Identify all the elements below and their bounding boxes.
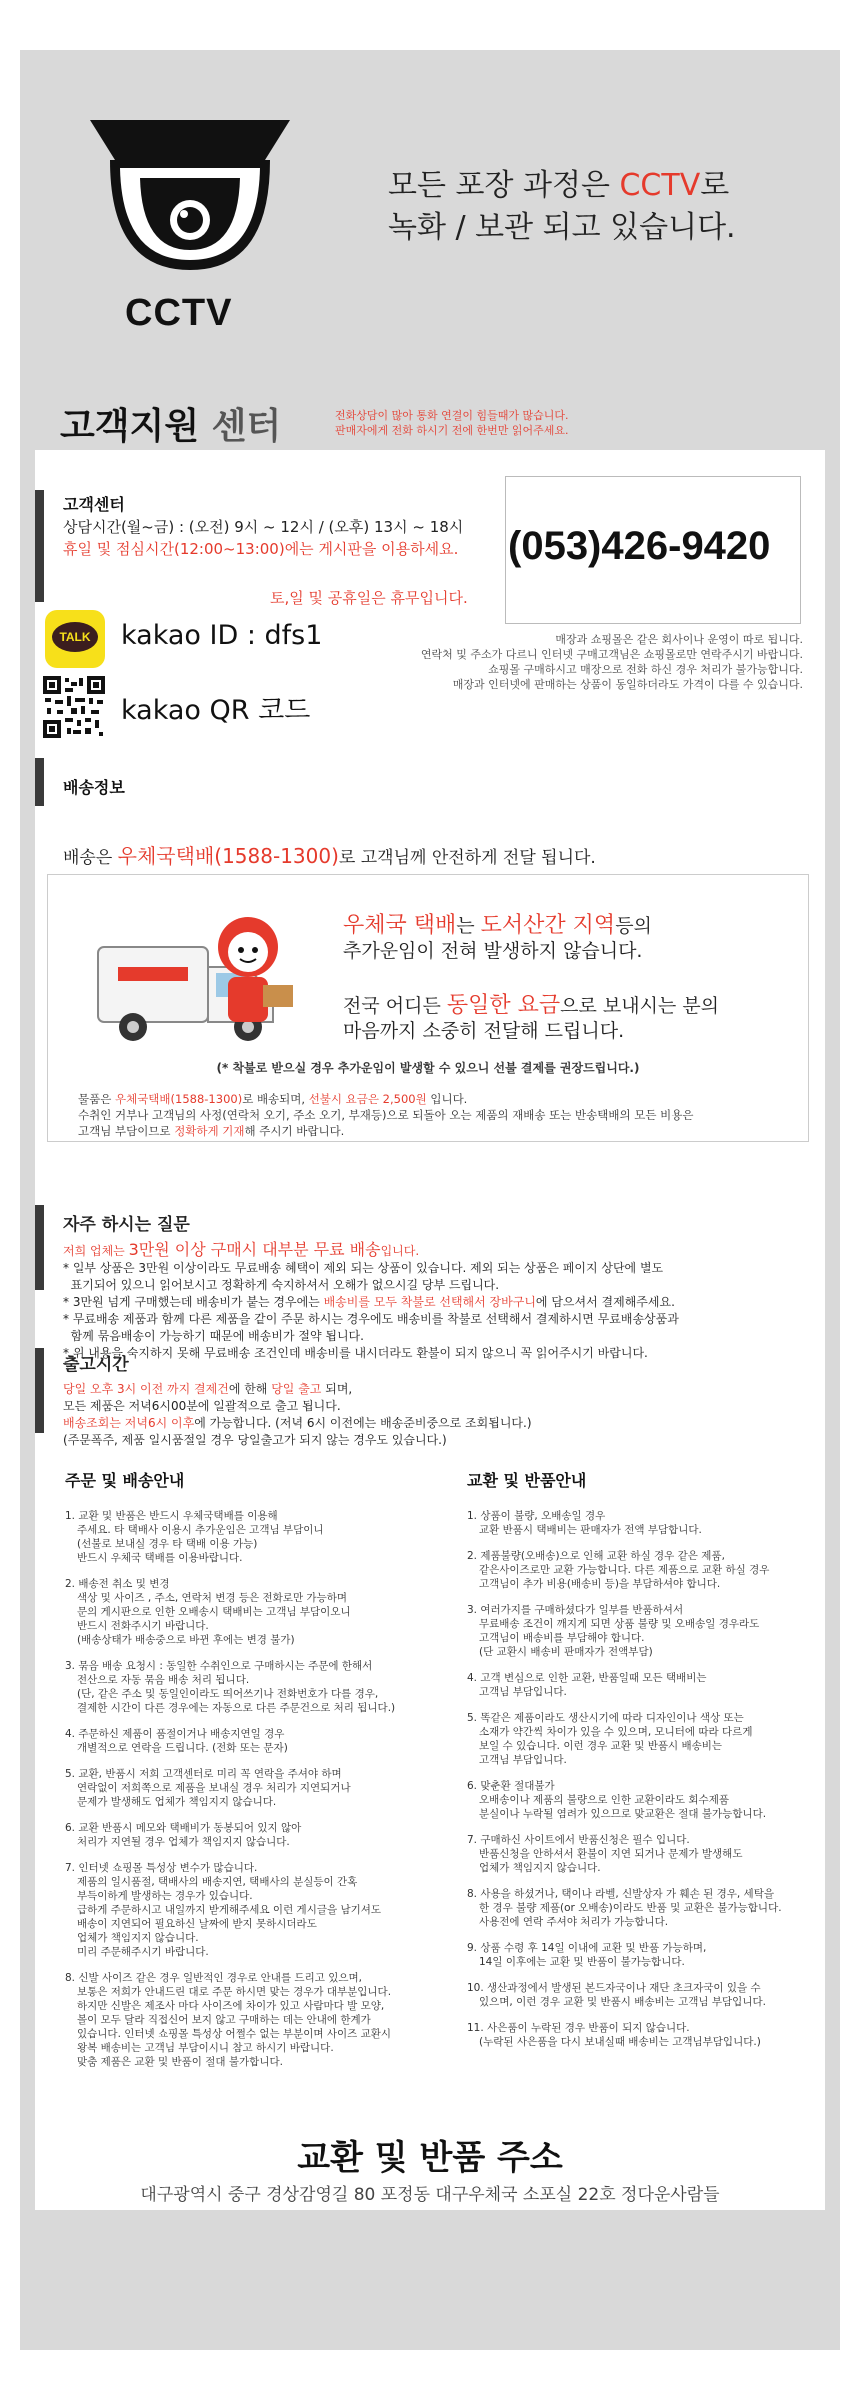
list-item-line: 고객님이 추가 비용(배송비 등)을 부담하셔야 합니다. (479, 1578, 721, 1590)
shipping-line-highlight: 우체국택배(1588-1300) (117, 844, 339, 868)
list-item-line: 업체가 책임지지 않습니다. (479, 1862, 601, 1874)
dispatch-l3-post: 에 가능합니다. (저녁 6시 이전에는 배송준비중으로 조회됩니다.) (194, 1416, 532, 1430)
section-bar (35, 1348, 44, 1433)
kakao-qr-label: kakao QR 코드 (121, 695, 311, 726)
shipping-title-1 (343, 913, 652, 964)
list-item-number: 2. 제품불량(오배송)으로 인해 교환 하실 경우 같은 제품, (467, 1550, 725, 1562)
dispatch-line (63, 1415, 815, 1432)
dispatch-title: 출고시간 (63, 1355, 129, 1375)
list-item-number: 4. 주문하신 제품이 품절이거나 배송지연일 경우 (65, 1728, 285, 1740)
faq-line (63, 1294, 815, 1311)
list-item-line: (선불로 보내실 경우 타 택배 이용 가능) (77, 1538, 258, 1550)
list-item-line: 볼이 모두 달라 직접신어 보지 않고 구매하는 데는 안내에 한계가 (77, 2014, 371, 2026)
list-item-line: 급하게 주문하시고 내일까지 받게해주세요 이런 게시글을 남기셔도 (77, 1904, 382, 1916)
list-item-line: 부득이하게 발생하는 경우가 있습니다. (77, 1890, 253, 1902)
list-item-line: 문의 게시판으로 인한 오배송시 택배비는 고객님 부담이오니 (77, 1606, 351, 1618)
faq-line: * 일부 상품은 3만원 이상이라도 무료배송 혜택이 제외 되는 상품이 있습니다. 제외 되는 상품은 페이지 상단에 별도 (63, 1261, 664, 1275)
faq-l1-post: 입니다. (380, 1244, 420, 1258)
cs-note-line2: 판매자에게 전화 하시기 전에 한번만 읽어주세요. (335, 424, 569, 437)
list-item-line: 보일 수 있습니다. 이런 경우 교환 및 반품시 배송비는 (479, 1740, 723, 1752)
cs-hours: 상담시간(월~금) : (오전) 9시 ~ 12시 / (오후) 13시 ~ 18시 (63, 518, 464, 536)
faq-l4-pre: * 3만원 넘게 구매했는데 배송비가 붙는 경우에는 (63, 1295, 324, 1309)
mall-note-line: 매장과 쇼핑몰은 같은 회사이나 운영이 따로 됩니다. (555, 633, 803, 646)
list-item-line: 제품의 일시품절, 택배사의 배송지연, 택배사의 분실등이 간혹 (77, 1876, 358, 1888)
cs-note-line1: 전화상담이 많아 통화 연결이 힘들때가 많습니다. (335, 409, 569, 422)
dispatch-body (63, 1381, 815, 1449)
section-bar (35, 490, 44, 602)
mall-note-line: 매장과 인터넷에 판매하는 상품이 동일하더라도 가격이 다를 수 있습니다. (452, 678, 803, 691)
faq-line: * 위 내용을 숙지하지 못해 무료배송 조건인데 배송비를 내시더라도 환불이 되지 않으니 꼭 읽어주시기 바랍니다. (63, 1346, 648, 1360)
list-item-number: 1. 상품이 불량, 오배송일 경우 (467, 1510, 606, 1522)
shipping-notice: (* 착불로 받으실 경우 추가운임이 발생할 수 있으니 선불 결제를 권장드립니다.) (216, 1061, 640, 1075)
list-item-line: 결제한 시간이 다른 경우에는 자동으로 다른 주문건으로 처리 됩니다.) (77, 1702, 396, 1714)
dispatch-l1-post: 되며, (321, 1382, 353, 1396)
exchange-column (455, 1468, 825, 2061)
order-list (53, 1509, 423, 2069)
shipping-heading: 배송정보 (63, 778, 125, 797)
address-title: 교환 및 반품 주소 (297, 2138, 563, 2178)
dispatch-section (55, 1350, 815, 1449)
list-item-line: (배송상태가 배송중으로 바뀐 후에는 변경 불가) (77, 1634, 295, 1646)
kakao-talk-icon[interactable] (45, 610, 105, 668)
d1-highlight-2: 선불시 요금은 2,500원 (308, 1092, 427, 1106)
list-item (467, 1603, 825, 1659)
list-item-line: 문제가 발생해도 업체가 책임지지 않습니다. (77, 1796, 277, 1808)
order-column (53, 1468, 423, 2081)
section-bar (35, 1205, 44, 1290)
cctv-msg-pre: 모든 포장 과정은 (388, 168, 620, 203)
shipping-line (63, 840, 596, 869)
list-item (467, 1509, 825, 1537)
list-item-line: 고객님 부담입니다. (479, 1754, 567, 1766)
faq-line: 표기되어 있으니 읽어보시고 정확하게 숙지하셔서 오해가 없으시길 당부 드립니다. (63, 1278, 500, 1292)
list-item-number: 7. 인터넷 쇼핑몰 특성상 변수가 많습니다. (65, 1862, 258, 1874)
list-item-line: 사용전에 연락 주셔야 처리가 가능합니다. (479, 1916, 669, 1928)
list-item-line: 소재가 약간씩 차이가 있을 수 있으며, 모니터에 따라 다르게 (479, 1726, 753, 1738)
list-item-number: 4. 고객 변심으로 인한 교환, 반품일때 모든 택배비는 (467, 1672, 707, 1684)
cs-call-note (335, 408, 569, 438)
t2-pre: 전국 어디든 (343, 995, 447, 1017)
shipping-box (47, 874, 809, 1142)
t1-highlight-1: 우체국 택배 (343, 913, 457, 938)
list-item (65, 1509, 423, 1565)
list-item (65, 1821, 423, 1849)
shipping-detail-line3 (78, 1123, 798, 1139)
list-item-line: 분실이나 누락될 염려가 있으므로 맞교환은 절대 불가능합니다. (479, 1808, 767, 1820)
list-item-number: 3. 묶음 배송 요청시 : 동일한 수취인으로 구매하시는 주문에 한해서 (65, 1660, 373, 1672)
shipping-title-2-line2: 마음까지 소중히 전달해 드립니다. (343, 1020, 625, 1042)
faq-title: 자주 하시는 질문 (63, 1215, 190, 1235)
dispatch-l1-hl2: 당일 출고 (271, 1382, 322, 1396)
address-text: 대구광역시 중구 경상감영길 80 포정동 대구우체국 소포실 22호 정다운사람들 (140, 2185, 720, 2205)
kakao-id: kakao ID : dfs1 (121, 620, 323, 651)
list-item (65, 1767, 423, 1809)
dispatch-line: (주문폭주, 제품 일시품절일 경우 당일출고가 되지 않는 경우도 있습니다.) (63, 1433, 447, 1447)
list-item-line: 14일 이후에는 교환 및 반품이 불가능합니다. (479, 1956, 685, 1968)
list-item-number: 1. 교환 및 반품은 반드시 우체국택배를 이용해 (65, 1510, 278, 1522)
faq-line: 함께 묶음배송이 가능하기 때문에 배송비가 절약 됩니다. (63, 1329, 364, 1343)
list-item-line: 반드시 전화주시기 바랍니다. (77, 1620, 209, 1632)
cctv-message-line2: 녹화 / 보관 되고 있습니다. (388, 210, 736, 245)
faq-body (63, 1241, 815, 1362)
content-panel (35, 450, 825, 2210)
d3-highlight: 정확하게 기재 (174, 1124, 245, 1138)
list-item (467, 1779, 825, 1821)
list-item-line: 업체가 책임지지 않습니다. (77, 1932, 199, 1944)
mall-note-line: 연락처 및 주소가 다르니 인터넷 구매고객님은 쇼핑몰로만 연락주시기 바랍니다. (420, 648, 803, 661)
list-item-number: 2. 배송전 취소 및 변경 (65, 1578, 170, 1590)
d1-mid: 로 배송되며, (242, 1092, 309, 1106)
title-main: 고객지원 (60, 406, 200, 447)
dispatch-line: 모든 제품은 저녁6시00분에 일괄적으로 출고 됩니다. (63, 1399, 341, 1413)
list-item-number: 5. 교환, 반품시 저희 고객센터로 미리 꼭 연락을 주셔야 하며 (65, 1768, 342, 1780)
d1-highlight-1: 우체국택배(1588-1300) (114, 1092, 243, 1106)
list-item-line: 무료배송 조건이 깨지게 되면 상품 불량 및 오배송일 경우라도 (479, 1618, 760, 1630)
mall-note (303, 632, 803, 692)
d3-pre: 고객님 부담이므로 (78, 1124, 175, 1138)
list-item-line: 교환 반품시 택배비는 판매자가 전액 부담합니다. (479, 1524, 702, 1536)
list-item-line: 고객님이 배송비를 부담해야 합니다. (479, 1632, 645, 1644)
list-item-line: 연락없이 저희쪽으로 제품을 보내실 경우 처리가 지연되거나 (77, 1782, 351, 1794)
list-item-line: 왕복 배송비는 고객님 부담이시니 참고 하시기 바랍니다. (77, 2042, 334, 2054)
shipping-title-2-line1 (343, 993, 719, 1019)
list-item-line: 오배송이나 제품의 불량으로 인한 교환이라도 회수제품 (479, 1794, 729, 1806)
shipping-line-post: 로 고객님께 안전하게 전달 됩니다. (338, 848, 596, 868)
dispatch-l1-hl1: 당일 오후 3시 이전 까지 결제건 (63, 1382, 229, 1396)
list-item-line: (단 교환시 배송비 판매자가 전액부담) (479, 1646, 653, 1658)
list-item (65, 1971, 423, 2069)
exchange-title: 교환 및 반품안내 (467, 1471, 587, 1490)
list-item-line: 보통은 저희가 안내드린 대로 주문 하시면 맞는 경우가 대부분입니다. (77, 1986, 392, 1998)
list-item-number: 6. 맞춘환 절대불가 (467, 1780, 555, 1792)
kakao-logo-text: TALK (52, 622, 98, 652)
t1-post: 등의 (615, 915, 652, 937)
order-title: 주문 및 배송안내 (65, 1471, 185, 1490)
faq-l4-post: 에 담으셔서 결제해주세요. (535, 1295, 675, 1309)
dispatch-l3-hl: 배송조회는 저녁6시 이후 (63, 1416, 195, 1430)
list-item-line: 개별적으로 연락을 드립니다. (전화 또는 문자) (77, 1742, 288, 1754)
mall-note-line: 쇼핑몰 구매하시고 매장으로 전화 하신 경우 처리가 불가능합니다. (488, 663, 803, 676)
faq-l1-pre: 저희 업체는 (63, 1244, 129, 1258)
list-item-line: 있습니다. 인터넷 쇼핑몰 특성상 어쩔수 없는 부분이며 사이즈 교환시 (77, 2028, 392, 2040)
list-item-line: 전산으로 자동 묶음 배송 처리 됩니다. (77, 1674, 250, 1686)
t2-post: 으로 보내시는 분의 (560, 995, 720, 1017)
dispatch-line (63, 1381, 815, 1398)
faq-line (63, 1241, 815, 1260)
list-item (65, 1861, 423, 1959)
list-item-line: 색상 및 사이즈 , 주소, 연락처 변경 등은 전화로만 가능하며 (77, 1592, 348, 1604)
dispatch-l1-mid: 에 한해 (228, 1382, 272, 1396)
t1-highlight-2: 도서산간 지역 (480, 913, 616, 938)
list-item (467, 1671, 825, 1699)
d3-post: 해 주시기 바랍니다. (244, 1124, 345, 1138)
list-item-number: 9. 상품 수령 후 14일 이내에 교환 및 반품 가능하며, (467, 1942, 707, 1954)
t1-mid: 는 (456, 915, 481, 937)
faq-section (55, 1210, 815, 1362)
cs-heading: 고객센터 (63, 495, 125, 514)
list-item (467, 1549, 825, 1591)
list-item-line: 배송이 지연되어 필요하신 날짜에 받지 못하시더라도 (77, 1918, 317, 1930)
page-title (60, 398, 281, 449)
list-item-line: 주세요. 타 택배사 이용시 추가운임은 고객님 부담이니 (77, 1524, 324, 1536)
list-item-line: 처리가 지연될 경우 업체가 책임지지 않습니다. (77, 1836, 290, 1848)
shipping-title-1-line1 (343, 913, 652, 939)
list-item (467, 1941, 825, 1969)
list-item-line: 미리 주문해주시기 바랍니다. (77, 1946, 209, 1958)
list-item-number: 7. 구매하신 사이트에서 반품신청은 필수 입니다. (467, 1834, 690, 1846)
d1-post: 입니다. (426, 1092, 468, 1106)
list-item (65, 1659, 423, 1715)
list-item-line: 반드시 우체국 택배를 이용바랍니다. (77, 1552, 243, 1564)
cctv-msg-post: 로 (700, 168, 730, 203)
shipping-title-1-line2: 추가운임이 전혀 발생하지 않습니다. (343, 940, 643, 962)
cs-info (63, 516, 463, 560)
list-item-line: 있으며, 이런 경우 교환 및 반품시 배송비는 고객님 부담입니다. (479, 1996, 766, 2008)
list-item-number: 8. 사용을 하셨거나, 택이나 라벨, 신발상자 가 훼손 된 경우, 세탁을 (467, 1888, 774, 1900)
list-item (467, 1711, 825, 1767)
d1-pre: 물품은 (78, 1092, 115, 1106)
list-item-number: 10. 생산과정에서 발생된 본드자국이나 재단 초크자국이 있을 수 (467, 1982, 761, 1994)
section-bar (35, 758, 44, 806)
list-item (467, 1981, 825, 2009)
shipping-line-pre: 배송은 (63, 848, 118, 868)
list-item-line: 한 경우 불량 제품(or 오배송)이라도 반품 및 교환은 불가능합니다. (479, 1902, 782, 1914)
list-item (65, 1727, 423, 1755)
list-item-number: 11. 사은품이 누락된 경우 반품이 되지 않습니다. (467, 2022, 690, 2034)
shipping-detail (78, 1091, 798, 1139)
list-item (467, 2021, 825, 2049)
shipping-title-2 (343, 993, 719, 1044)
faq-l1-big: 3만원 이상 구매시 대부분 무료 배송 (128, 1240, 381, 1259)
list-item-line: 반품신청을 안하셔서 환불이 지연 되거나 문제가 발생해도 (479, 1848, 743, 1860)
list-item-line: (단, 같은 주소 및 동일인이라도 띄어쓰기나 전화번호가 다를 경우, (77, 1688, 379, 1700)
cctv-msg-highlight: CCTV (619, 168, 701, 203)
list-item (467, 1887, 825, 1929)
t2-highlight: 동일한 요금 (446, 993, 561, 1018)
cctv-label: CCTV (125, 292, 233, 334)
list-item (65, 1577, 423, 1647)
shipping-detail-line2: 수취인 거부나 고객님의 사정(연락처 오기, 주소 오기, 부재등)으로 되돌아 오는 제품의 재배송 또는 반송택배의 모든 비용은 (78, 1108, 694, 1122)
shipping-detail-line1 (78, 1091, 798, 1107)
list-item-line: 맞춤 제품은 교환 및 반품이 절대 불가합니다. (77, 2056, 283, 2068)
faq-line: * 무료배송 제품과 함께 다른 제품을 같이 주문 하시는 경우에도 배송비를 착불로 선택해서 결제하시면 무료배송상품과 (63, 1312, 679, 1326)
list-item-line: (누락된 사은품을 다시 보내실때 배송비는 고객님부담입니다.) (479, 2036, 761, 2048)
list-item-line: 하지만 신발은 제조사 마다 사이즈에 차이가 있고 사람마다 발 모양, (77, 2000, 385, 2012)
list-item (467, 1833, 825, 1875)
list-item-number: 3. 여러가지를 구매하셨다가 일부를 반품하셔서 (467, 1604, 684, 1616)
list-item-number: 8. 신발 사이즈 같은 경우 일반적인 경우로 안내를 드리고 있으며, (65, 1972, 362, 1984)
delivery-truck-icon (88, 907, 308, 1067)
cs-holiday: 토,일 및 공휴일은 휴무입니다. (270, 589, 468, 607)
cctv-message (388, 165, 736, 249)
title-sub: 센터 (199, 406, 282, 447)
list-item-number: 6. 교환 반품시 메모와 택배비가 동봉되어 있지 않아 (65, 1822, 302, 1834)
phone-number[interactable]: (053)426-9420 (508, 524, 771, 568)
qr-code-icon[interactable] (43, 676, 105, 738)
list-item-line: 고객님 부담입니다. (479, 1686, 567, 1698)
faq-l4-highlight: 배송비를 모두 착불로 선택해서 장바구니 (323, 1295, 536, 1309)
cctv-message-line1 (388, 165, 736, 207)
list-item-number: 5. 똑같은 제품이라도 생산시기에 따라 디자인이나 색상 또는 (467, 1712, 744, 1724)
exchange-list (455, 1509, 825, 2049)
cs-lunch: 휴일 및 점심시간(12:00~13:00)에는 게시판을 이용하세요. (63, 540, 459, 558)
list-item-line: 같은사이즈로만 교환 가능합니다. 다른 제품으로 교환 하실 경우 (479, 1564, 770, 1576)
